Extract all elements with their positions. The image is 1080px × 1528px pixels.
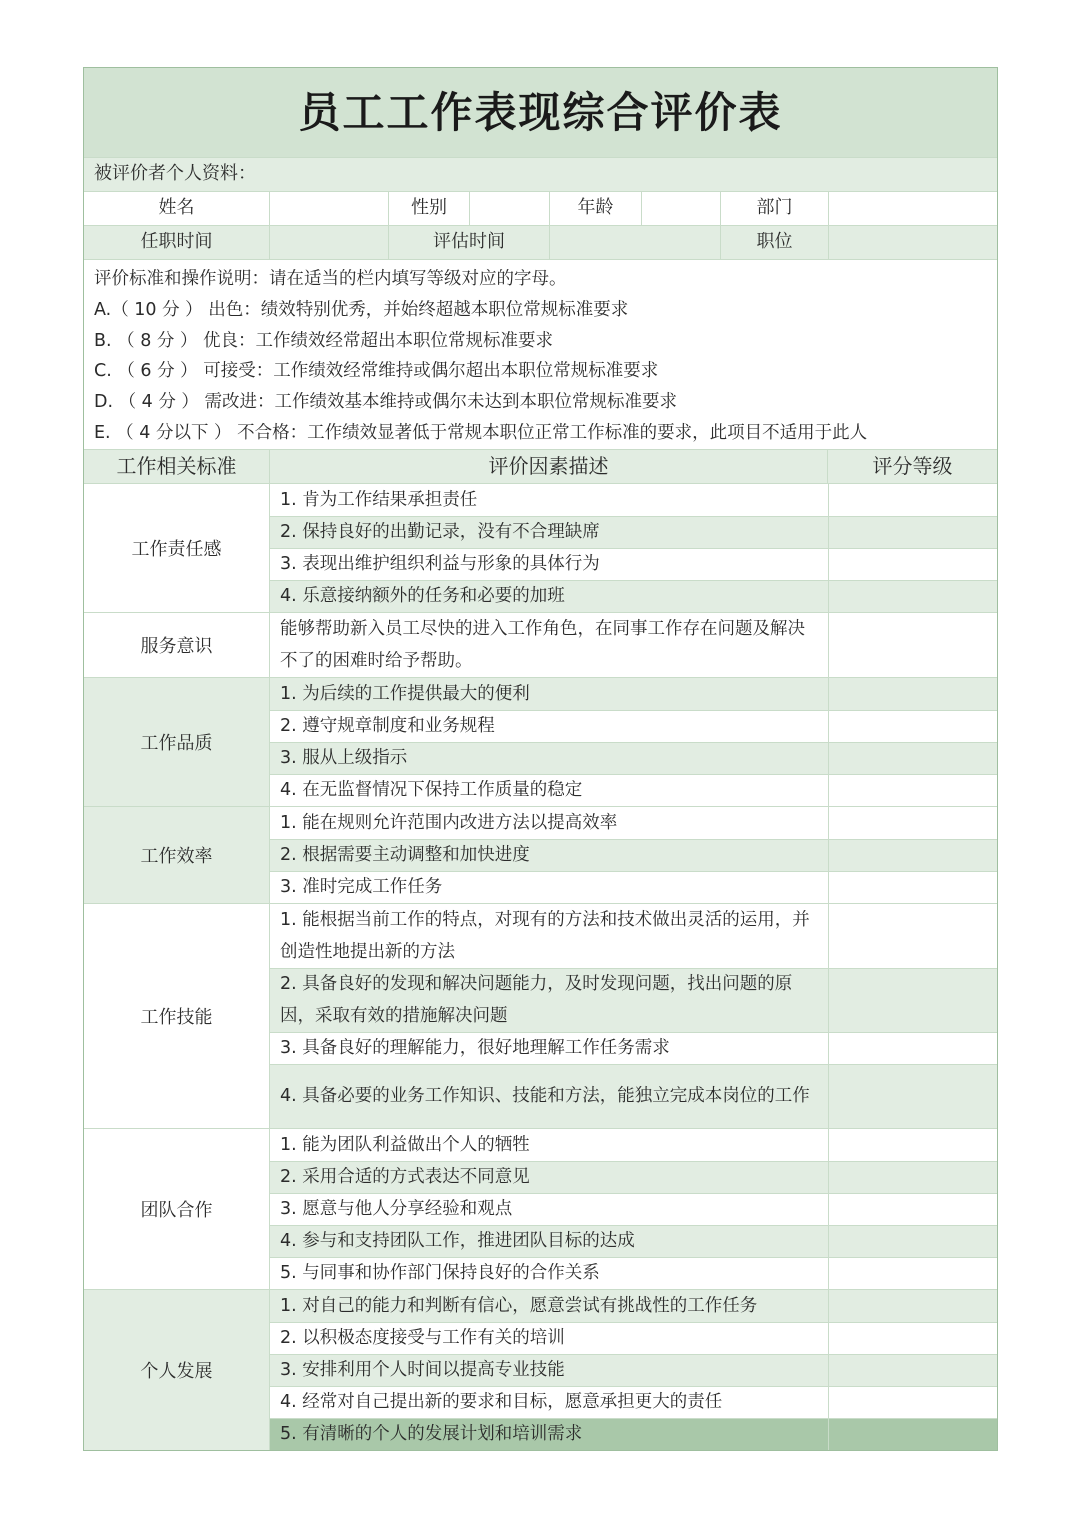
score-grade-cell[interactable] (828, 1419, 997, 1450)
position-field[interactable] (828, 226, 997, 259)
criteria-item-row (270, 742, 997, 774)
criteria-item-row (270, 710, 997, 742)
criteria-item-description: 2. 根据需要主动调整和加快进度 (270, 840, 828, 871)
criteria-item-description: 2. 具备良好的发现和解决问题能力，及时发现问题，找出问题的原因，采取有效的措施解决问题 (270, 969, 828, 1032)
score-grade-cell[interactable] (828, 969, 997, 1032)
criteria-item-description: 4. 具备必要的业务工作知识、技能和方法，能独立完成本岗位的工作 (270, 1065, 828, 1128)
criteria-item-description: 4. 经常对自己提出新的要求和目标，愿意承担更大的责任 (280, 1392, 723, 1413)
criteria-group (84, 1128, 997, 1289)
score-grade-cell[interactable] (828, 1226, 997, 1257)
evaluation-date-label: 评估时间 (388, 226, 549, 259)
grade-e-line: E. （ 4 分以下 ） 不合格：工作绩效显著低于常规本职位正常工作标准的要求，此项目不适用于此人 (94, 422, 868, 443)
score-grade-cell[interactable] (828, 872, 997, 903)
criteria-item-description: 3. 愿意与他人分享经验和观点 (280, 1199, 513, 1220)
criteria-item-description: 1. 对自己的能力和判断有信心，愿意尝试有挑战性的工作任务 (270, 1290, 828, 1322)
criteria-group (84, 612, 997, 677)
score-grade-cell[interactable] (828, 613, 997, 677)
criteria-item-row (270, 1161, 997, 1193)
criteria-item-description: 2. 以积极态度接受与工作有关的培训 (280, 1328, 565, 1349)
criteria-item-description: 2. 保持良好的出勤记录，没有不合理缺席 (270, 517, 828, 548)
score-grade-cell[interactable] (828, 1258, 997, 1289)
name-field[interactable] (269, 192, 388, 225)
criteria-item-description: 3. 安排利用个人时间以提高专业技能 (270, 1355, 828, 1386)
criteria-item-description: 3. 准时完成工作任务 (280, 877, 443, 898)
name-label: 姓名 (84, 192, 269, 225)
form-title: 员工工作表现综合评价表 (84, 68, 997, 157)
header-criteria: 工作相关标准 (84, 450, 269, 483)
criteria-item-description: 2. 遵守规章制度和业务规程 (280, 716, 495, 737)
score-grade-cell[interactable] (828, 1065, 997, 1128)
grade-d-line: D. （ 4 分 ） 需改进：工作绩效基本维持或偶尔未达到本职位常规标准要求 (94, 392, 677, 413)
criteria-item-description: 1. 能根据当前工作的特点，对现有的方法和技术做出灵活的运用，并创造性地提出新的方法 (280, 909, 810, 962)
criteria-item-row (270, 1064, 997, 1128)
score-grade-cell[interactable] (828, 484, 997, 516)
age-field[interactable] (641, 192, 720, 225)
gender-label: 性别 (388, 192, 469, 225)
score-grade-cell[interactable] (828, 775, 997, 806)
criteria-item-row (270, 1322, 997, 1354)
criteria-item-row (270, 1129, 997, 1161)
criteria-item-description: 4. 在无监督情况下保持工作质量的稳定 (280, 780, 583, 801)
criteria-group-label: 工作效率 (84, 807, 269, 903)
criteria-item-row (270, 1418, 997, 1450)
criteria-group-label: 服务意识 (84, 613, 269, 677)
gender-field[interactable] (469, 192, 549, 225)
evaluation-date-field[interactable] (549, 226, 720, 259)
score-grade-cell[interactable] (828, 1355, 997, 1386)
score-grade-cell[interactable] (828, 1162, 997, 1193)
criteria-group (84, 903, 997, 1128)
score-grade-cell[interactable] (828, 1033, 997, 1064)
criteria-group-label: 个人发展 (84, 1290, 269, 1450)
score-grade-cell[interactable] (828, 904, 997, 968)
criteria-item-row (270, 1225, 997, 1257)
criteria-item-description: 2. 采用合适的方式表达不同意见 (270, 1162, 828, 1193)
criteria-item-description: 能够帮助新入员工尽快的进入工作角色，在同事工作存在问题及解决不了的困难时给予帮助。 (280, 618, 805, 671)
criteria-item-row (270, 1290, 997, 1322)
profile-row-2 (84, 225, 997, 259)
criteria-item-row (270, 839, 997, 871)
criteria-item-description: 4. 参与和支持团队工作，推进团队目标的达成 (270, 1226, 828, 1257)
criteria-group (84, 1289, 997, 1450)
table-header (84, 449, 997, 483)
criteria-item-description: 1. 能为团队利益做出个人的牺牲 (280, 1134, 530, 1155)
instructions-row (84, 259, 997, 449)
score-grade-cell[interactable] (828, 678, 997, 710)
grade-b-line: B. （ 8 分 ） 优良：工作绩效经常超出本职位常规标准要求 (94, 330, 554, 351)
criteria-item-row (270, 968, 997, 1032)
score-grade-cell[interactable] (828, 1194, 997, 1225)
criteria-group-label: 工作品质 (84, 678, 269, 806)
criteria-item-row (270, 613, 997, 677)
department-field[interactable] (828, 192, 997, 225)
criteria-item-row (270, 484, 997, 516)
criteria-item-description: 1. 能在规则允许范围内改进方法以提高效率 (280, 812, 618, 833)
criteria-item-description: 5. 有清晰的个人的发展计划和培训需求 (270, 1419, 828, 1450)
grade-c-line: C. （ 6 分 ） 可接受：工作绩效经常维持或偶尔超出本职位常规标准要求 (94, 361, 659, 382)
score-grade-cell[interactable] (828, 1387, 997, 1418)
score-grade-cell[interactable] (828, 1129, 997, 1161)
criteria-item-row (270, 1257, 997, 1289)
header-score: 评分等级 (827, 450, 997, 483)
criteria-item-description: 5. 与同事和协作部门保持良好的合作关系 (280, 1263, 600, 1284)
score-grade-cell[interactable] (828, 840, 997, 871)
criteria-item-description: 3. 具备良好的理解能力，很好地理解工作任务需求 (280, 1038, 670, 1059)
profile-section-label: 被评价者个人资料： (84, 158, 997, 191)
department-label: 部门 (720, 192, 828, 225)
tenure-field[interactable] (269, 226, 388, 259)
title-row (84, 68, 997, 157)
header-description: 评价因素描述 (269, 450, 827, 483)
criteria-item-row (270, 1193, 997, 1225)
age-label: 年龄 (549, 192, 641, 225)
criteria-item-description: 3. 表现出维护组织利益与形象的具体行为 (280, 554, 600, 575)
criteria-item-row (270, 580, 997, 612)
criteria-item-row (270, 807, 997, 839)
criteria-item-description: 3. 服从上级指示 (270, 743, 828, 774)
criteria-item-row (270, 904, 997, 968)
criteria-group (84, 806, 997, 903)
criteria-group-label: 工作技能 (84, 904, 269, 1128)
criteria-item-description: 1. 肯为工作结果承担责任 (280, 489, 478, 510)
score-grade-cell[interactable] (828, 581, 997, 612)
criteria-item-row (270, 871, 997, 903)
score-grade-cell[interactable] (828, 711, 997, 742)
criteria-item-description: 1. 为后续的工作提供最大的便利 (270, 678, 828, 710)
score-grade-cell[interactable] (828, 743, 997, 774)
criteria-item-description: 4. 乐意接纳额外的任务和必要的加班 (270, 581, 828, 612)
criteria-item-row (270, 678, 997, 710)
criteria-item-row (270, 1354, 997, 1386)
instructions-heading: 评价标准和操作说明：请在适当的栏内填写等级对应的字母。 (94, 269, 567, 289)
instructions-block (84, 260, 997, 449)
profile-section-row (84, 157, 997, 191)
tenure-label: 任职时间 (84, 226, 269, 259)
criteria-table-body (84, 483, 997, 1450)
profile-row-1 (84, 191, 997, 225)
criteria-item-row (270, 774, 997, 806)
criteria-group (84, 677, 997, 806)
evaluation-form (83, 67, 998, 1451)
criteria-item-row (270, 1386, 997, 1418)
score-grade-cell[interactable] (828, 1290, 997, 1322)
criteria-group-label: 工作责任感 (84, 484, 269, 612)
criteria-item-row (270, 548, 997, 580)
score-grade-cell[interactable] (828, 517, 997, 548)
grade-a-line: A.（ 10 分 ） 出色：绩效特别优秀，并始终超越本职位常规标准要求 (94, 299, 629, 320)
criteria-group (84, 483, 997, 612)
position-label: 职位 (720, 226, 828, 259)
criteria-item-row (270, 516, 997, 548)
score-grade-cell[interactable] (828, 549, 997, 580)
criteria-group-label: 团队合作 (84, 1129, 269, 1289)
criteria-item-row (270, 1032, 997, 1064)
score-grade-cell[interactable] (828, 1323, 997, 1354)
score-grade-cell[interactable] (828, 807, 997, 839)
